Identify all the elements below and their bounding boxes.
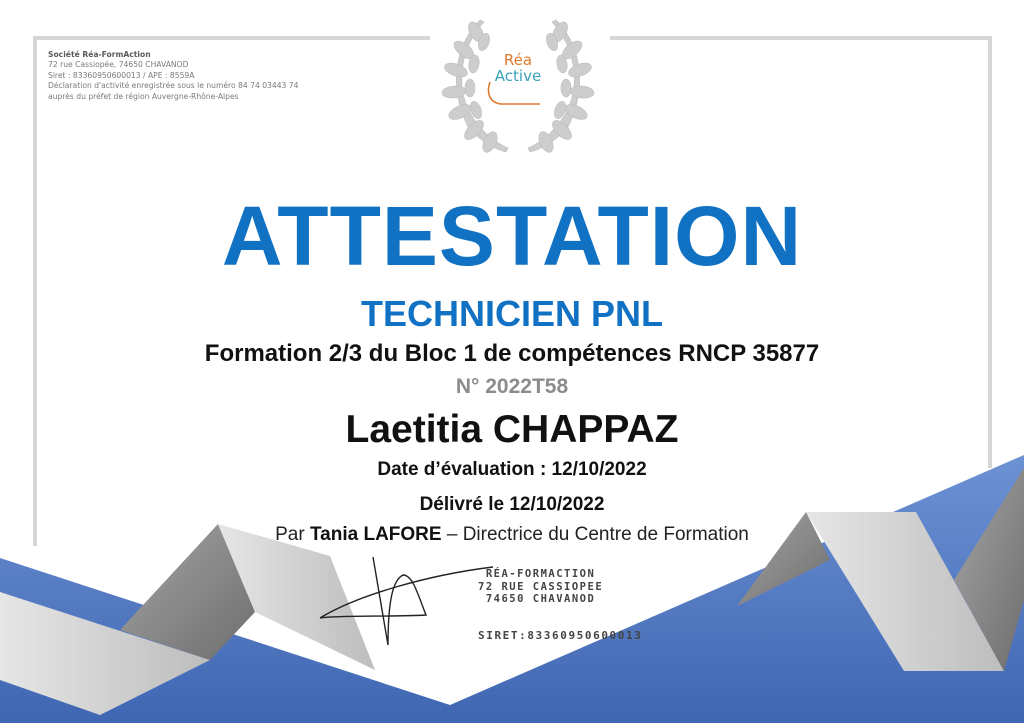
recipient-name: Laetitia CHAPPAZ: [345, 408, 679, 451]
logo-text-active: Active: [494, 67, 542, 85]
stamp-street: 72 RUE CASSIOPEE: [478, 580, 604, 593]
issuer-role: – Directrice du Centre de Formation: [441, 524, 749, 545]
company-stamp: [478, 568, 603, 606]
company-siret: Siret : 83360950600013 / APE : 8559A: [48, 70, 195, 80]
delivery-date: Délivré le 12/10/2022: [419, 494, 605, 515]
certificate-number: N° 2022T58: [455, 375, 569, 398]
formation-description: Formation 2/3 du Bloc 1 de compétences RNCP 35877: [204, 340, 820, 367]
company-declaration-region: auprès du préfet de région Auvergne-Rhône-Alpes: [48, 91, 239, 101]
logo-text-rea: Réa: [503, 51, 533, 69]
issuer-prefix: Par: [275, 524, 310, 545]
certificate-title: ATTESTATION: [221, 189, 803, 283]
signature: [318, 555, 498, 650]
stamp-siret: SIRET:83360950600013: [478, 629, 643, 642]
issuer-name: Tania LAFORE: [309, 524, 442, 545]
stamp-company: RÉA-FORMACTION: [485, 568, 596, 580]
evaluation-date: Date d’évaluation : 12/10/2022: [377, 459, 647, 480]
certificate-subtitle: TECHNICIEN PNL: [360, 293, 663, 334]
stamp-city: 74650 CHAVANOD: [485, 593, 596, 605]
company-declaration: Déclaration d'activité enregistrée sous le numéro 84 74 03443 74: [48, 81, 299, 91]
company-name: Société Réa-FormAction: [48, 50, 151, 59]
company-address: 72 rue Cassiopée, 74650 CHAVANOD: [48, 60, 189, 70]
issuer-line: [0, 524, 1024, 546]
